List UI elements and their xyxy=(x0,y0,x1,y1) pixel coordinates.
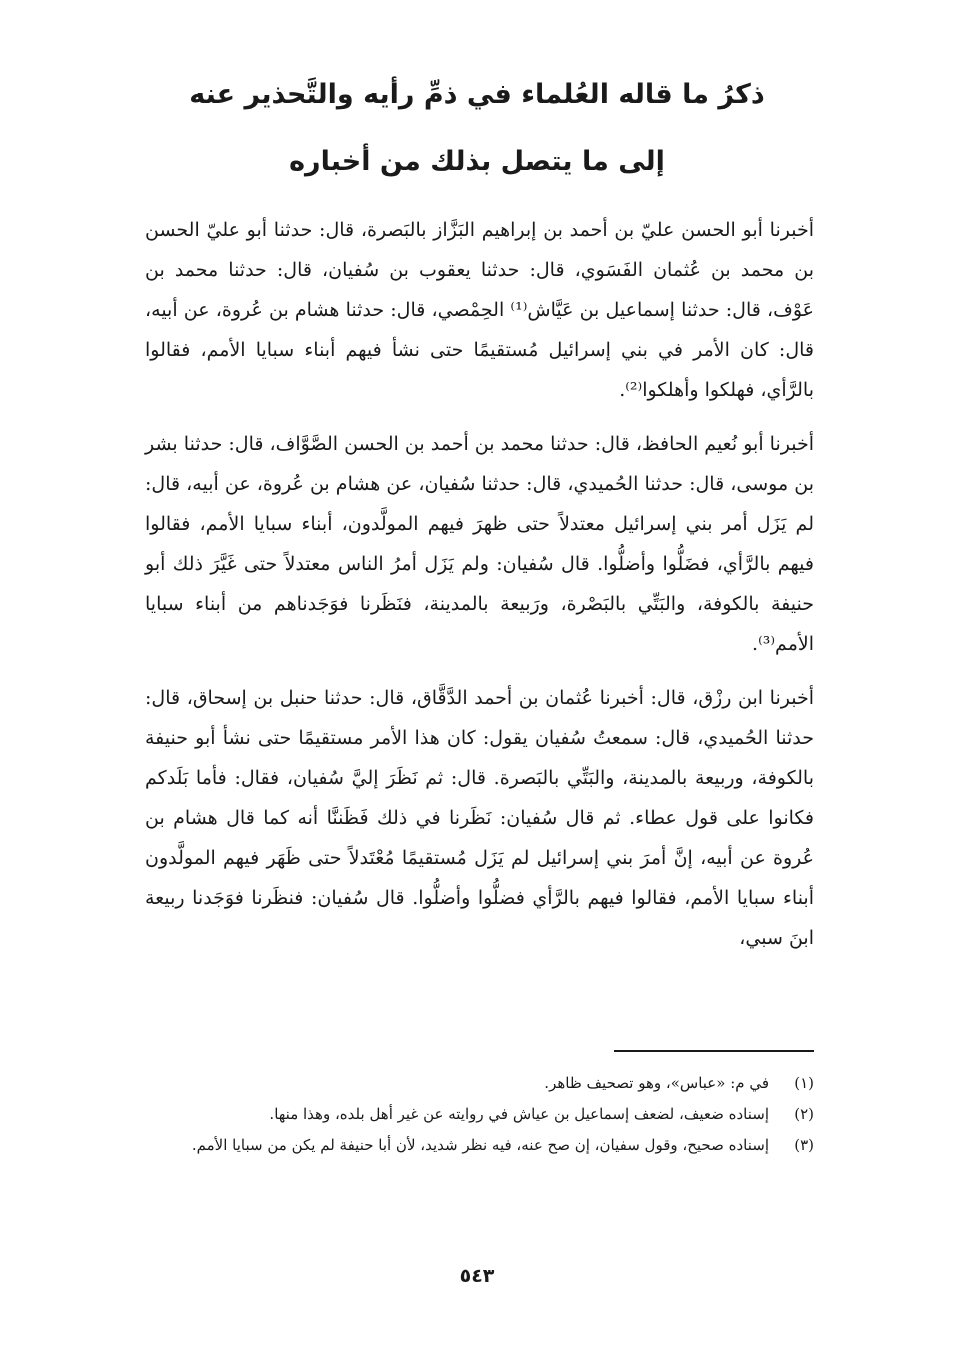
footnote-number: (٣) xyxy=(794,1136,814,1154)
footnote-text: إسناده صحيح، وقول سفيان، إن صح عنه، فيه نظر شديد، لأن أبا حنيفة لم يكن من سبايا الأمم. xyxy=(191,1136,769,1154)
footnote-number: (٢) xyxy=(794,1105,814,1123)
footnote-text: في م: «عباس»، وهو تصحيف ظاهر. xyxy=(544,1074,769,1092)
footnote-text: إسناده ضعيف، لضعف إسماعيل بن عياش في روايته عن غير أهل بلده، وهذا منها. xyxy=(269,1105,769,1123)
footnote-separator xyxy=(614,1050,814,1052)
chapter-heading-line-1: ذكرُ ما قاله العُلماء في ذمِّ رأيه والتَّحذير عنه xyxy=(189,79,765,110)
footnote-1 xyxy=(145,1068,814,1099)
main-text xyxy=(145,210,814,972)
page-number: ٥٤٣ xyxy=(459,1265,495,1287)
paragraph-2: أخبرنا أبو نُعيم الحافظ، قال: حدثنا محمد بن أحمد بن الحسن الصَّوَّاف، قال: حدثنا بشر بن موسى، قال: حدثنا الحُميدي، قال: حدثنا سُفيان، عن هشام بن عُروة، عن أبيه، قال: لم يَزَل أمر بني إسرائيل معتدلاً حتى ظهرَ فيهم المولَّدون، أبناء سبايا الأمم، فقالوا فيهم بالرَّأي، فضَلُّوا وأضلُّوا. قال سُفيان: ولم يَزَل أمرُ الناس معتدلاً حتى غَيَّرَ ذلك أبو حنيفة بالكوفة، والبَتِّي بالبَصْرة، ورَبيعة بالمدينة، فنَظَرنا فوَجَدناهم من أبناء سبايا الأمم⁽³⁾. xyxy=(145,433,814,655)
footnote-2 xyxy=(145,1099,814,1130)
footnote-3 xyxy=(145,1130,814,1161)
footnote-number: (١) xyxy=(794,1074,814,1092)
footnotes xyxy=(145,1068,814,1161)
paragraph-1: أخبرنا أبو الحسن عليّ بن أحمد بن إبراهيم البَزَّاز بالبَصرة، قال: حدثنا أبو عليّ الحسن بن محمد بن عُثمان الفَسَوي، قال: حدثنا يعقوب بن سُفيان، قال: حدثنا محمد بن عَوْف، قال: حدثنا إسماعيل بن عَيَّاش⁽¹⁾ الحِمْصي، قال: حدثنا هشام بن عُروة، عن أبيه، قال: كان الأمر في بني إسرائيل مُستقيمًا حتى نشأ فيهم أبناء سبايا الأمم، فقالوا بالرَّأي، فهلكوا وأهلكوا⁽²⁾. xyxy=(145,219,815,401)
paragraph-3: أخبرنا ابن رزْق، قال: أخبرنا عُثمان بن أحمد الدَّقَّاق، قال: حدثنا حنبل بن إسحاق، قال: حدثنا الحُميدي، قال: سمعتُ سُفيان يقول: كان هذا الأمر مستقيمًا حتى نشأ أبو حنيفة بالكوفة، وربيعة بالمدينة، والبَتِّي بالبَصرة. قال: ثم نَظَرَ إليَّ سُفيان، فقال: فأما بَلَدكم فكانوا على قول عطاء. ثم قال سُفيان: نَظَرنا في ذلك فَظَننَّا أنه كما قال هشام بن عُروة عن أبيه، إنَّ أمرَ بني إسرائيل لم يَزَل مُستقيمًا مُعْتَدلاً حتى ظَهَر فيهم المولَّدون أبناء سبايا الأمم، فقالوا فيهم بالرَّأي فضلُّوا وأضلُّوا. قال سُفيان: فنظَرنا فوَجَدنا ربيعة ابنَ سبي، xyxy=(145,687,814,949)
chapter-heading-line-2: إلى ما يتصل بذلك من أخباره xyxy=(289,146,665,177)
